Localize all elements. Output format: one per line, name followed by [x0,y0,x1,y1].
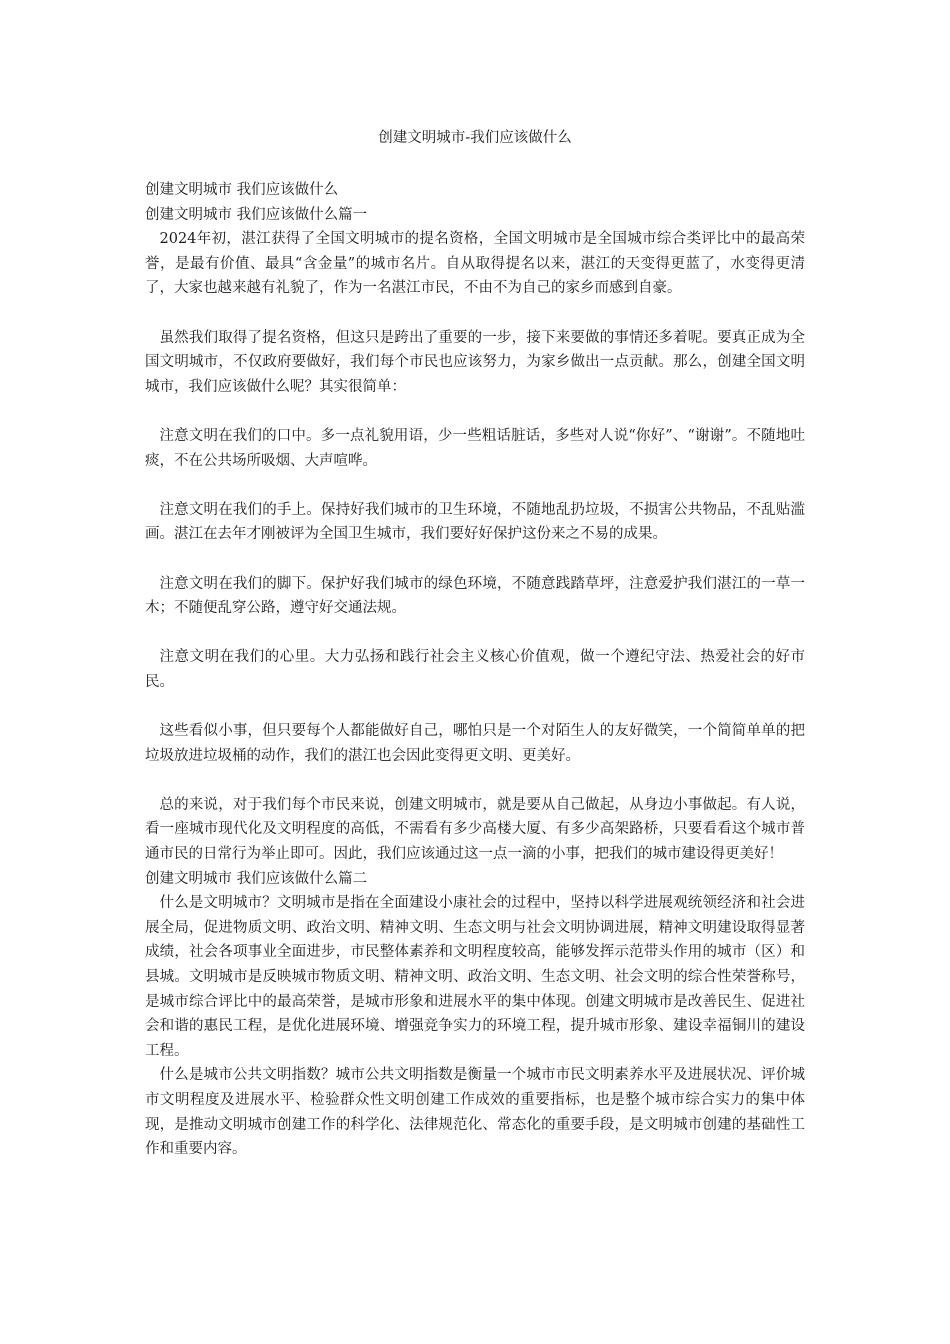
paragraph: 虽然我们取得了提名资格，但这只是跨出了重要的一步，接下来要做的事情还多着呢。要真正成为全国文明城市，不仅政府要做好，我们每个市民也应该努力，为家乡做出一点贡献。那么，创建全国文明城市，我们应该做什么呢？其实很简单： [145,329,805,395]
paragraph: 注意文明在我们的口中。多一点礼貌用语，少一些粗话脏话，多些对人说“你好”、“谢谢”。不随地吐痰，不在公共场所吸烟、大声喧哗。 [145,427,805,469]
paragraph: 注意文明在我们的心里。大力弘扬和践行社会主义核心价值观，做一个遵纪守法、热爱社会的好市民。 [145,649,805,690]
document-title: 创建文明城市-我们应该做什么 [378,130,572,146]
paragraph: 2024年初，湛江获得了全国文明城市的提名资格，全国文明城市是全国城市综合类评比中的最高荣誉，是最有价值、最具“含金量”的城市名片。自从取得提名以来，湛江的天变得更蓝了，水变得更清了，大家也越来越有礼貌了，作为一名湛江市民，不由不为自己的家乡而感到自豪。 [145,231,805,297]
paragraph: 总的来说，对于我们每个市民来说，创建文明城市，就是要从自己做起，从身边小事做起。有人说，看一座城市现代化及文明程度的高低，不需看有多少高楼大厦、有多少高架路桥，只要看看这个城市普通市民的日常行为举止即可。因此，我们应该通过这一点一滴的小事，把我们的城市建设得更美好！ [145,796,805,863]
document-body [145,178,805,1162]
paragraph: 注意文明在我们的脚下。保护好我们城市的绿色环境，不随意践踏草坪，注意爱护我们湛江的一草一木；不随便乱穿公路，遵守好交通法规。 [145,575,805,617]
paragraph: 什么是文明城市？文明城市是指在全面建设小康社会的过程中，坚持以科学进展观统领经济和社会进展全局，促进物质文明、政治文明、精神文明、生态文明与社会文明协调进展，精神文明建设取得显著成绩，社会各项事业全面进步，市民整体素养和文明程度较高，能够发挥示范带头作用的城市（区）和县城。文明城市是反映城市物质文明、精神文明、政治文明、生态文明、社会文明的综合性荣誉称号，是城市综合评比中的最高荣誉，是城市形象和进展水平的集中体现。创建文明城市是改善民生、促进社会和谐的惠民工程，是优化进展环境、增强竞争实力的环境工程，提升城市形象、建设幸福铜川的建设工程。 [145,895,805,1059]
document-subtitle: 创建文明城市 我们应该做什么 [145,182,339,198]
paragraph: 这些看似小事，但只要每个人都能做好自己，哪怕只是一个对陌生人的友好微笑，一个简简单单的把垃圾放进垃圾桶的动作，我们的湛江也会因此变得更文明、更美好。 [145,723,805,764]
section-heading-part2: 创建文明城市 我们应该做什么篇二 [145,870,368,887]
paragraph: 注意文明在我们的手上。保持好我们城市的卫生环境，不随地乱扔垃圾，不损害公共物品，不乱贴滥画。湛江在去年才刚被评为全国卫生城市，我们要好好保护这份来之不易的成果。 [145,501,805,543]
section-heading-part1: 创建文明城市 我们应该做什么篇一 [145,206,368,223]
paragraph: 什么是城市公共文明指数？城市公共文明指数是衡量一个城市市民文明素养水平及进展状况、评价城市文明程度及进展水平、检验群众性文明创建工作成效的重要指标，也是整个城市综合实力的集中体现，是推动文明城市创建工作的科学化、法律规范化、常态化的重要手段，是文明城市创建的基础性工作和重要内容。 [145,1067,805,1158]
